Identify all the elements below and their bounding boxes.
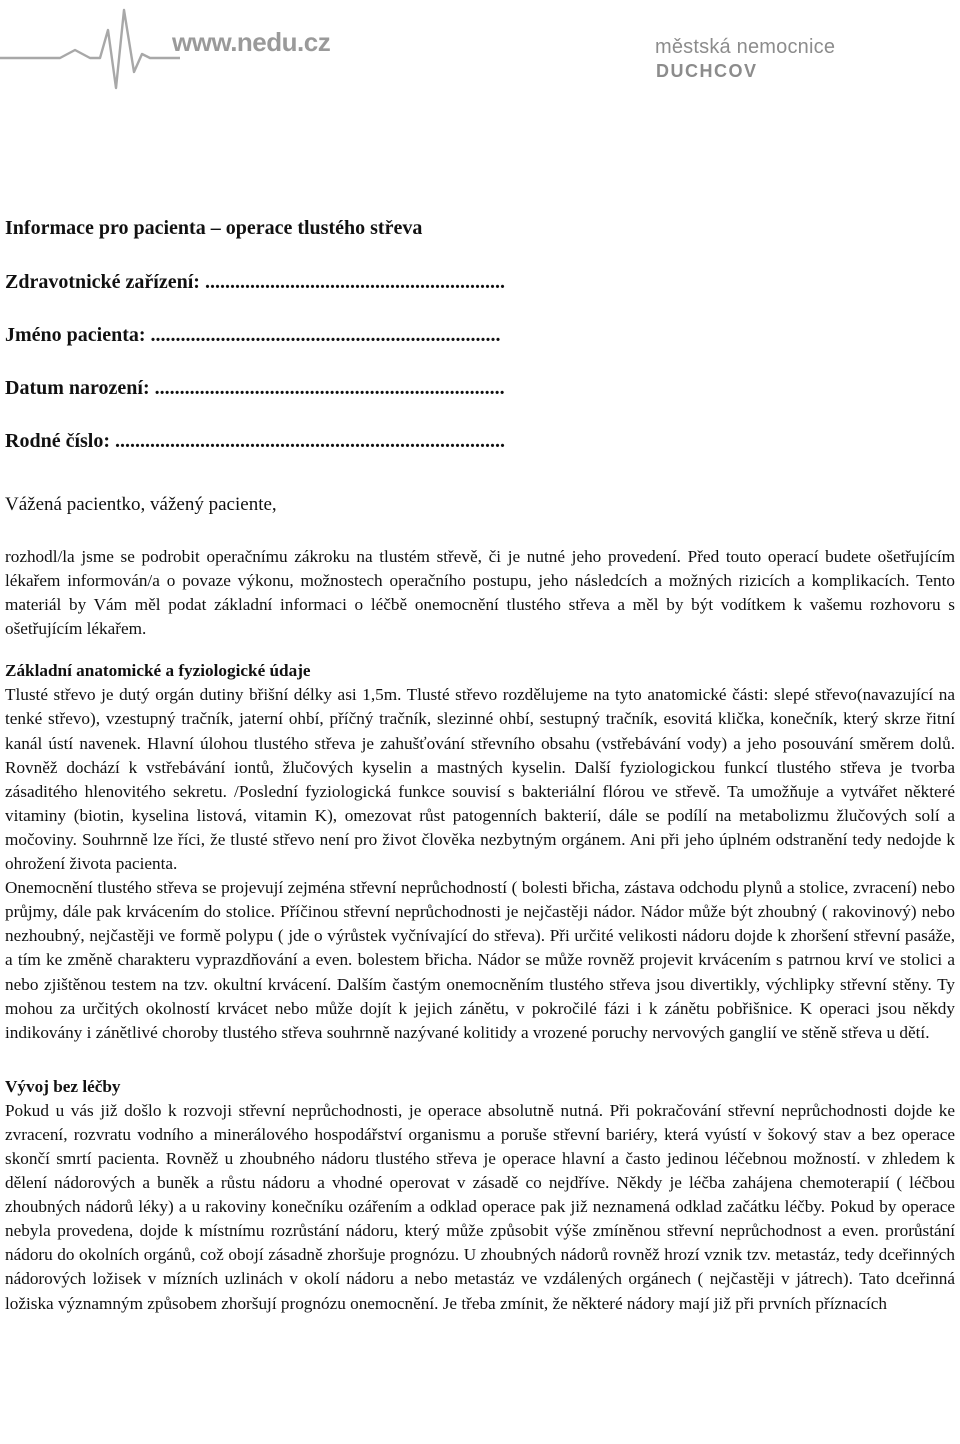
field-patient-name: Jméno pacienta: ...................................................................... <box>5 324 501 346</box>
heartbeat-logo-icon <box>0 0 180 100</box>
page-header <box>0 0 960 100</box>
salutation: Vážená pacientko, vážený paciente, <box>5 494 277 515</box>
intro-paragraph: rozhodl/la jsme se podrobit operačnímu zákroku na tlustém střevě, či je nutné jeho provedení. Před touto operací budete ošetřujícím lékařem informován/a o povaze výkonu, možnostech operačního postupu, jeho následcích a možných rizicích a komplikacích. Tento materiál by Vám měl podat základní informaci o léčbě onemocnění tlustého střeva a měl by být vodítkem k vašemu rozhovoru s ošetřujícím lékařem. <box>5 547 955 639</box>
document-body <box>5 216 955 1316</box>
section-heading-no-treatment: Vývoj bez léčby <box>5 1076 121 1096</box>
hospital-name: městská nemocnice <box>655 36 836 58</box>
site-url: www.nedu.cz <box>172 27 331 57</box>
diseases-paragraph: Onemocnění tlustého střeva se projevují zejména střevní neprůchodností ( bolesti břicha, zástava odchodu plynů a stolice, zvracení) nebo průjmy, dále pak krvácením do stolice. Příčinou střevní neprůchodnosti je nejčastěji nádor. Nádor může být zhoubný ( rakovinový) nebo nezhoubný, nejčastěji ve formě polypu ( jde o výrůstek vyčnívající do střeva). Při určité velikosti nádoru dojde k zhoršení střevní pasáže, a tím ke změně charakteru vyprazdňování a even. bolestem břicha. Nádor se může rovněž projevit krvácením s patrnou krví ve stolici a nebo zjištěnou testem na tzv. okultní krvácení. Dalším častým onemocněním tlustého střeva jsou divertikly, výchlipky střevní stěny. Ty mohou za určitých okolností krvácet nebo může dojít k jejich zánětu, v pokročilé fázi i k zánětu pobřišnice. K operaci jsou někdy indikovány i zánětlivé choroby tlustého střeva souhrnně nazývané kolitidy a vrozené poruchy nervových ganglií ve stěně střeva u dětí. <box>5 878 955 1042</box>
section-heading-anatomy: Základní anatomické a fyziologické údaje <box>5 661 311 681</box>
no-treatment-paragraph: Pokud u vás již došlo k rozvoji střevní neprůchodnosti, je operace absolutně nutná. Při pokračování střevní neprůchodnosti dojde ke zvracení, rozvratu vodního a minerálového hospodářství organismu a poruše střevní bariéry, která vyústí v šokový stav a bez operace skončí smrtí pacienta. Rovněž u zhoubného nádoru tlustého střeva je operace hlavní a často jedinou léčebnou možností. v zhledem k dělení nádorových a buněk a růstu nádoru a vhodné operovat v zásadě co nejdříve. Někdy je léčba zahájena chemoterapií ( léčbou zhoubných nádorů léky) a u rakoviny konečníku ozářením a odklad operace pak již neznamená odklad začátku léčby. Pokud by operace nebyla provedena, dojde k místnímu rozrůstání nádoru, který může způsobit výše zmíněnou střevní neprůchodnost a even. prorůstání nádoru do okolních orgánů, což obojí zásadně zhoršuje prognózu. U zhoubných nádorů rovněž hrozí vznik tzv. metastáz, tedy dceřinných nádorových ložisek v mízních uzlinách v okolí nádoru a nebo metastáz ve vzdálených orgánech ( nejčastěji v játrech). Tato dceřinná ložiska významným způsobem zhoršují prognózu onemocnění. Je třeba zmínit, že některé nádory mají již při prvních příznacích <box>5 1100 955 1313</box>
field-birth-date: Datum narození: ...................................................................... <box>5 377 505 399</box>
field-facility: Zdravotnické zařízení: ............................................................ <box>5 271 505 293</box>
anatomy-paragraph: Tlusté střevo je dutý orgán dutiny břišní délky asi 1,5m. Tlusté střevo rozdělujeme na tyto anatomické části: slepé střevo(navazující na tenké střevo), vzestupný tračník, jaterní ohbí, příčný tračník, slezinné ohbí, sestupný tračník, esovitá klička, konečník, který skrze řitní kanál ústí navenek. Hlavní úlohou tlustého střeva je zahušťování střevního obsahu (vstřebávání vody) a jeho posouvání směrem dolů. Rovněž dochází k vstřebávání iontů, žlučových kyselin a mastných kyselin. Další fyziologickou funkcí tlustého střeva je tvorba zásaditého hlenovitého sekretu. /Poslední fyziologická funkce souvisí s bakteriální flórou ve střevě. Ta umožňuje a vytvářet některé vitaminy (biotin, kyselina listová, vitamin K), omezovat růst patogenních bakterií, dále se podílí na metabolizmu žlučových solí a močoviny. Souhrnně lze říci, že tlusté střevo není pro život člověka nezbytným orgánem. Ani při jeho úplném odstranění tedy nedojde k ohrožení života pacienta. <box>5 685 955 874</box>
field-birth-number: Rodné číslo: .............................................................................. <box>5 430 505 452</box>
document-title: Informace pro pacienta – operace tlustého střeva <box>5 217 423 239</box>
hospital-city: DUCHCOV <box>656 61 758 81</box>
